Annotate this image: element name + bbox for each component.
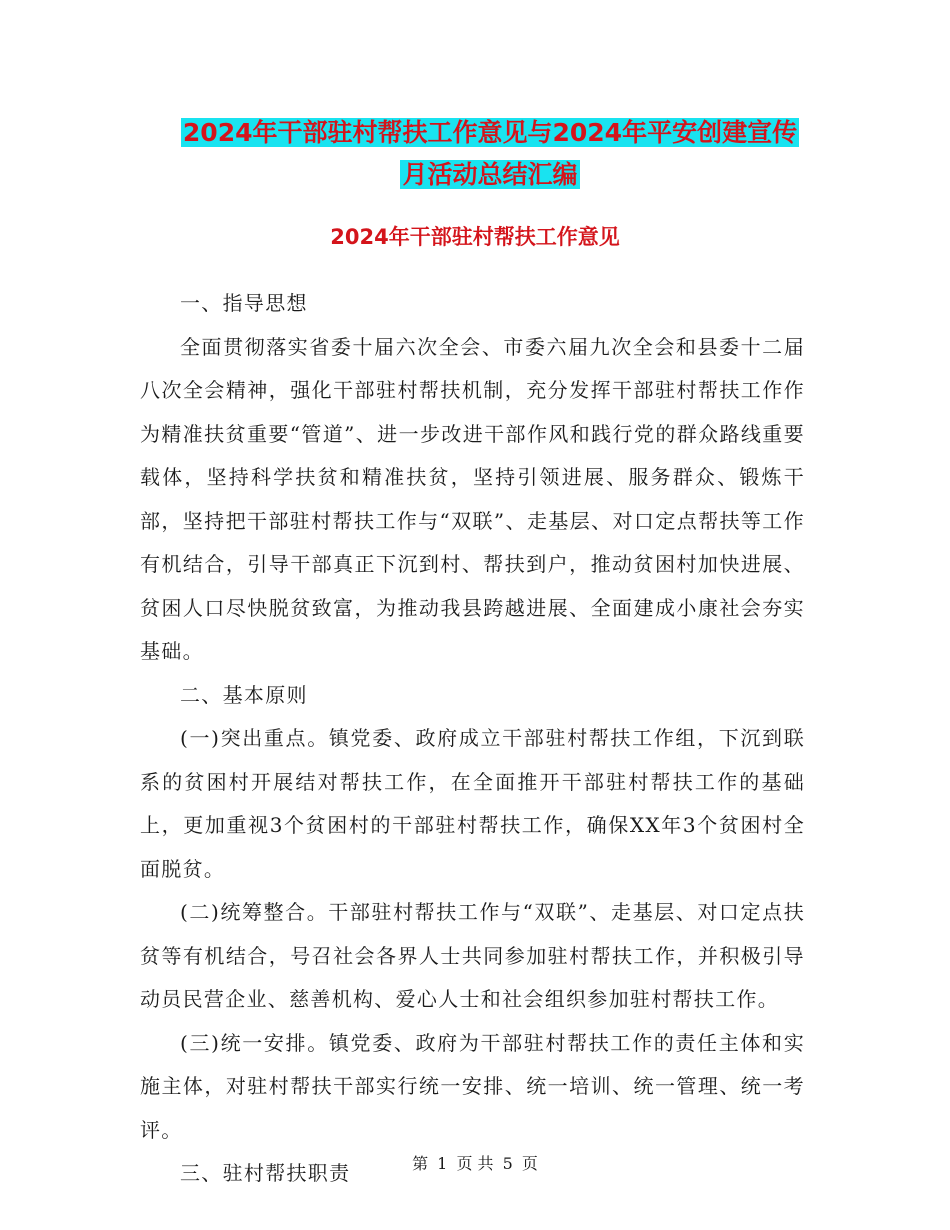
document-body — [140, 282, 805, 1196]
paragraph-principle-3: (三)统一安排。镇党委、政府为干部驻村帮扶工作的责任主体和实施主体，对驻村帮扶干部实行统一安排、统一培训、统一管理、统一考评。 — [140, 1030, 805, 1142]
heading-guiding-ideology: 一、指导思想 — [180, 291, 308, 315]
heading-duties: 三、驻村帮扶职责 — [180, 1161, 351, 1185]
heading-basic-principles: 二、基本原则 — [180, 682, 308, 707]
footer-prefix: 第 — [412, 1154, 429, 1173]
paragraph-principle-2: (二)统筹整合。干部驻村帮扶工作与“双联”、走基层、对口定点扶贫等有机结合，号召社会各界人士共同参加驻村帮扶工作，并积极引导动员民营企业、慈善机构、爱心人士和社会组织参加驻村帮扶工作。 — [140, 900, 805, 1011]
paragraph-principle-1: (一)突出重点。镇党委、政府成立干部驻村帮扶工作组，下沉到联系的贫困村开展结对帮扶工作，在全面推开干部驻村帮扶工作的基础上，更加重视3个贫困村的干部驻村帮扶工作，确保XX年3个贫困村全面脱贫。 — [140, 726, 805, 881]
footer-middle: 页 共 — [456, 1154, 494, 1173]
page-footer — [0, 1152, 950, 1176]
footer-page-number: 1 — [437, 1154, 448, 1173]
document-title — [140, 112, 840, 196]
footer-total-pages: 5 — [502, 1154, 513, 1173]
title-line-2: 月活动总结汇编 — [402, 160, 578, 189]
section-title: 2024年干部驻村帮扶工作意见 — [330, 225, 620, 249]
title-line-1: 2024年干部驻村帮扶工作意见与2024年平安创建宣传 — [182, 118, 798, 147]
paragraph-guiding-ideology: 全面贯彻落实省委十届六次全会、市委六届九次全会和县委十二届八次全会精神，强化干部驻村帮扶机制，充分发挥干部驻村帮扶工作作为精准扶贫重要“管道”、进一步改进干部作风和践行党的群众路线重要载体，坚持科学扶贫和精准扶贫，坚持引领进展、服务群众、锻炼干部，坚持把干部驻村帮扶工作与“双联”、走基层、对口定点帮扶等工作有机结合，引导干部真正下沉到村、帮扶到户，推动贫困村加快进展、贫困人口尽快脱贫致富，为推动我县跨越进展、全面建成小康社会夯实基础。 — [140, 334, 805, 663]
footer-suffix: 页 — [521, 1154, 538, 1173]
